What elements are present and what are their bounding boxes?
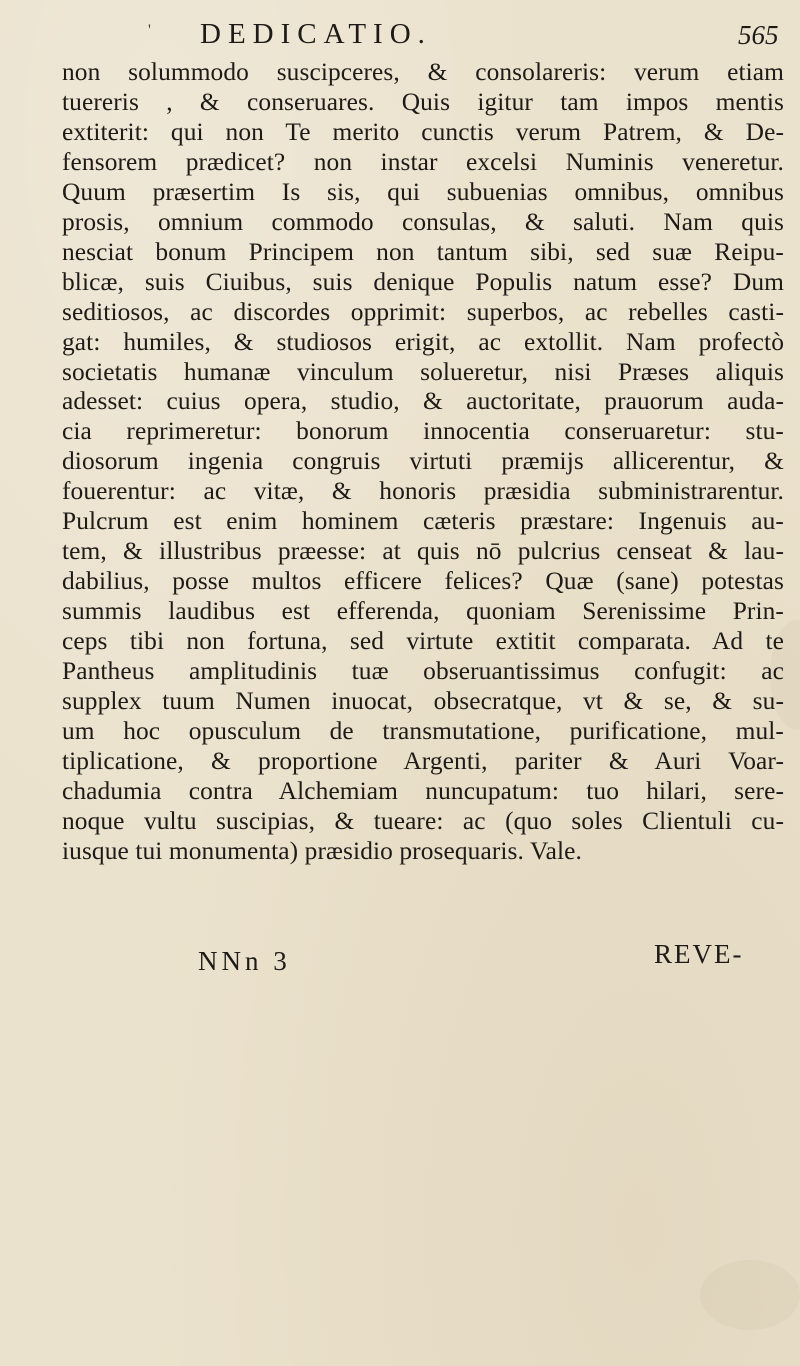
text-line: summis laudibus est efferenda, quoniam Serenissime Prin- <box>62 597 784 626</box>
catchword: REVE- <box>654 939 744 969</box>
running-title: DEDICATIO. <box>200 18 432 50</box>
text-line: dabilius, posse multos efficere felices? Quæ (sane) potestas <box>62 567 784 596</box>
text-line: tuereris , & conseruares. Quis igitur tam impos mentis <box>62 87 784 116</box>
text-line: diosorum ingenia congruis virtuti præmijs allicerentur, & <box>62 447 784 476</box>
text-line: nesciat bonum Principem non tantum sibi, sed suæ Reipu- <box>62 237 784 266</box>
text-line: fouerentur: ac vitæ, & honoris præsidia subministrarentur. <box>62 477 784 506</box>
text-line: cia reprimeretur: bonorum innocentia conseruaretur: stu- <box>62 417 784 446</box>
text-line: non solummodo suscipceres, & consolareris: verum etiam <box>62 58 784 86</box>
text-line: blicæ, suis Ciuibus, suis denique Populis natum esse? Dum <box>62 267 784 296</box>
text-line: societatis humanæ vinculum solueretur, nisi Præses aliquis <box>62 357 784 386</box>
signature-mark: NNn 3 <box>198 946 291 976</box>
text-line: gat: humiles, & studiosos erigit, ac extollit. Nam profectò <box>62 327 784 356</box>
page-footer <box>0 939 800 986</box>
text-line: Pulcrum est enim hominem cæteris præstare: Ingenuis au- <box>62 507 784 536</box>
text-line: Pantheus amplitudinis tuæ obseruantissimus confugit: ac <box>62 657 784 686</box>
page-header <box>0 18 800 58</box>
text-line: Quum præsertim Is sis, qui subuenias omnibus, omnibus <box>62 177 784 206</box>
text-line: adesset: cuius opera, studio, & auctoritate, prauorum auda- <box>62 387 784 416</box>
text-line: fensorem prædicet? non instar excelsi Numinis veneretur. <box>62 147 784 176</box>
text-line: extiterit: qui non Te merito cunctis verum Patrem, & De- <box>62 117 784 146</box>
header-mark: ' <box>148 22 151 39</box>
text-line: seditiosos, ac discordes opprimit: superbos, ac rebelles casti- <box>62 297 784 326</box>
text-line: tiplicatione, & proportione Argenti, pariter & Auri Voar- <box>62 746 784 775</box>
text-line: chadumia contra Alchemiam nuncupatum: tuo hilari, sere- <box>62 776 784 805</box>
text-line: iusque tui monumenta) præsidio prosequaris. Vale. <box>62 836 582 865</box>
text-line: prosis, omnium commodo consulas, & saluti. Nam quis <box>62 207 784 236</box>
dedication-text <box>62 58 784 867</box>
text-line: noque vultu suscipias, & tueare: ac (quo soles Clientuli cu- <box>62 806 784 835</box>
text-line: supplex tuum Numen inuocat, obsecratque, vt & se, & su- <box>62 687 784 716</box>
paper-stain <box>700 1260 800 1330</box>
text-line: ceps tibi non fortuna, sed virtute extitit comparata. Ad te <box>62 627 784 656</box>
text-line: tem, & illustribus præesse: at quis nō pulcrius censeat & lau- <box>62 537 784 566</box>
text-line: um hoc opusculum de transmutatione, purificatione, mul- <box>62 716 784 745</box>
page-number: 565 <box>738 20 779 50</box>
